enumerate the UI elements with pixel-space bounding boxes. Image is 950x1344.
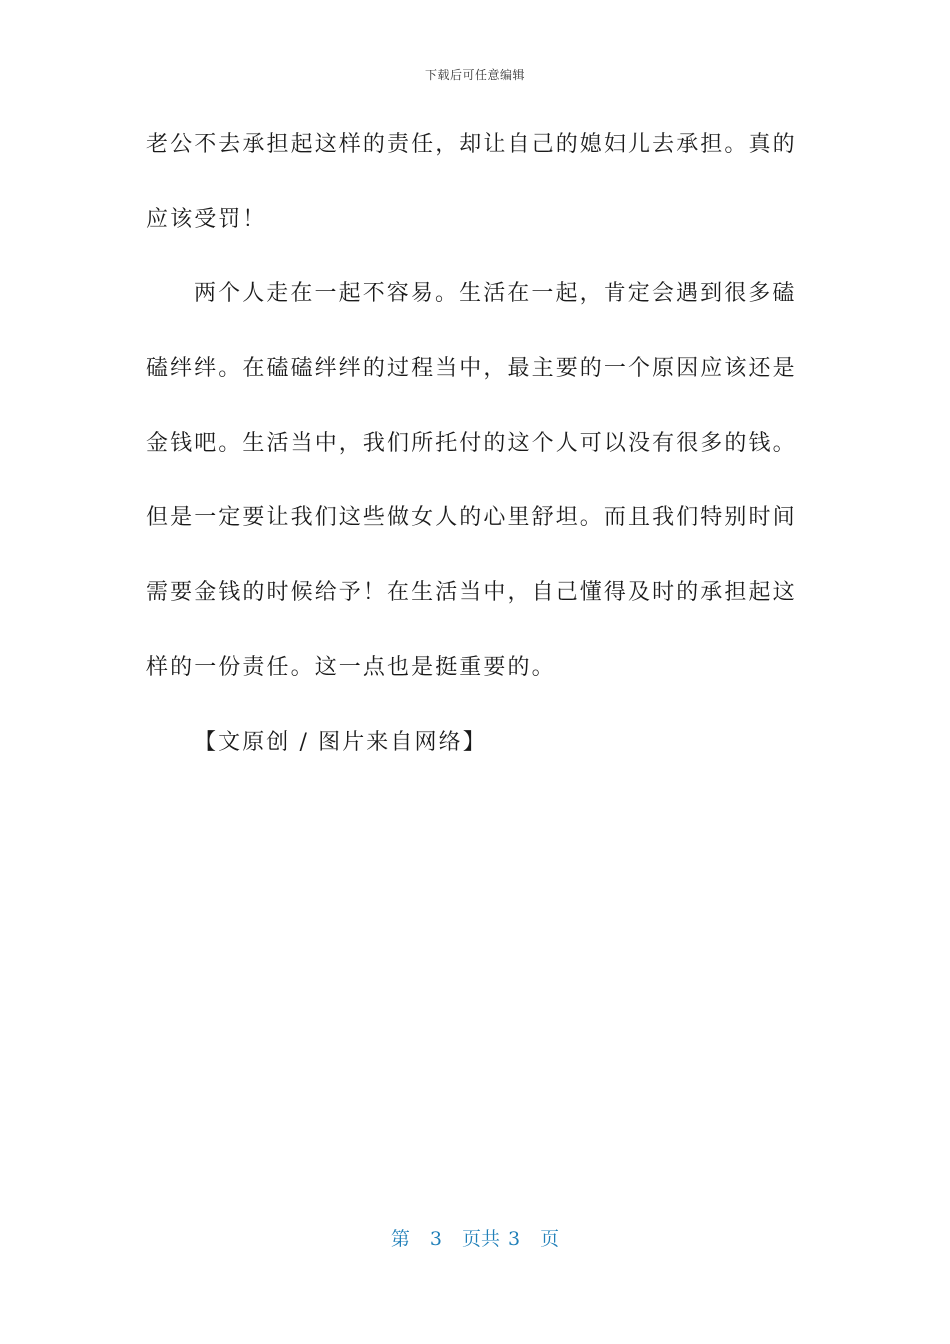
body-line-7: 需要金钱的时候给予！在生活当中，自己懂得及时的承担起这 bbox=[146, 580, 797, 606]
body-line-5: 金钱吧。生活当中，我们所托付的这个人可以没有很多的钱。 bbox=[146, 430, 797, 456]
body-line-1: 老公不去承担起这样的责任，却让自己的媳妇儿去承担。真的 bbox=[146, 132, 797, 157]
current-page-number: 3 bbox=[429, 1228, 442, 1250]
page-footer bbox=[0, 1224, 950, 1251]
body-line-8: 样的一份责任。这一点也是挺重要的。 bbox=[146, 654, 556, 680]
total-pages-number: 3 bbox=[508, 1228, 521, 1250]
body-line-4: 磕绊绊。在磕磕绊绊的过程当中，最主要的一个原因应该还是 bbox=[146, 356, 797, 382]
page-middle: 页共 bbox=[461, 1228, 500, 1250]
page-header: 下载后可任意编辑 bbox=[424, 68, 525, 82]
page-prefix: 第 bbox=[390, 1228, 410, 1250]
source-note: 【文原创 / 图片来自网络】 bbox=[194, 729, 487, 755]
body-line-3: 两个人走在一起不容易。生活在一起，肯定会遇到很多磕 bbox=[194, 281, 797, 307]
body-line-2: 应该受罚！ bbox=[146, 206, 267, 232]
body-line-6: 但是一定要让我们这些做女人的心里舒坦。而且我们特别时间 bbox=[146, 505, 797, 531]
document-body bbox=[146, 120, 797, 792]
page-suffix: 页 bbox=[540, 1228, 560, 1250]
